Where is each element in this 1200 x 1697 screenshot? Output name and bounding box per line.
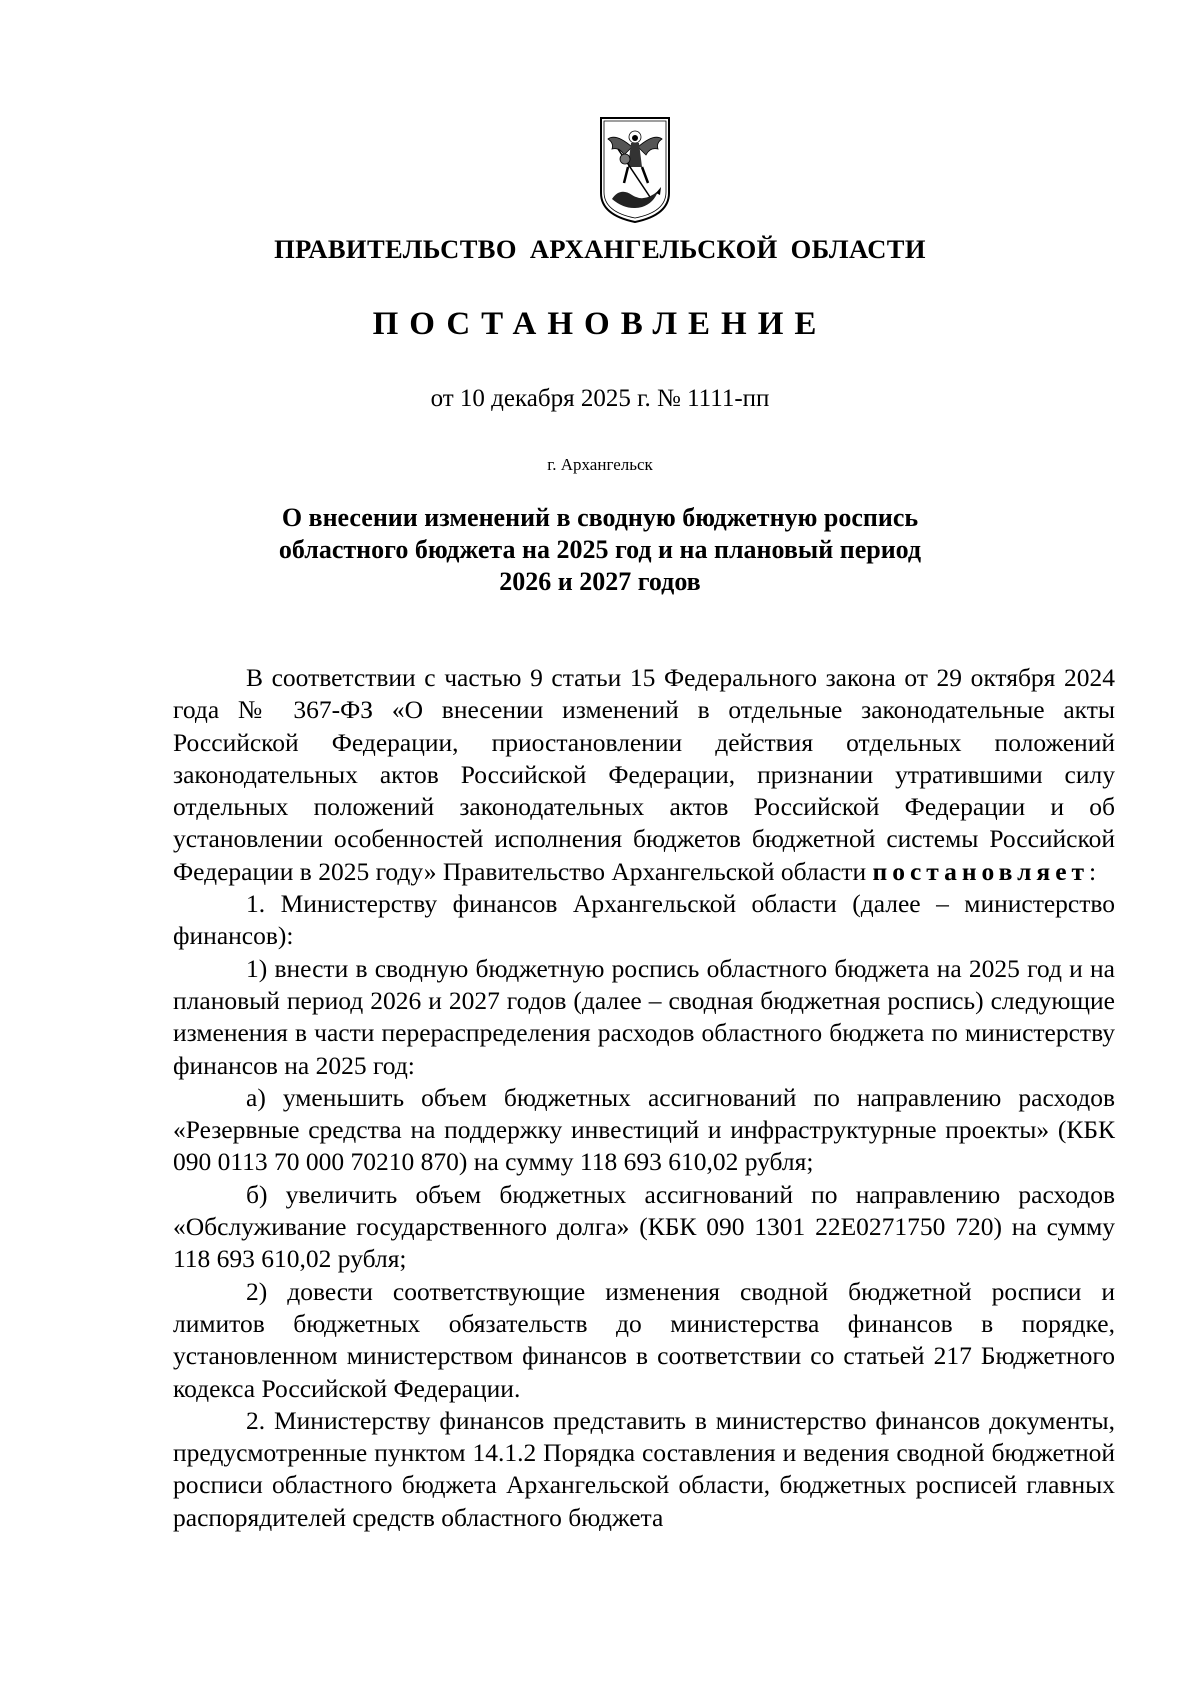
title-line-3: 2026 и 2027 годов bbox=[499, 567, 701, 596]
paragraph-1-1: 1) внести в сводную бюджетную роспись областного бюджета на 2025 год и на плановый период 2026 и 2027 годов (далее – сводная бюджетная роспись) следующие изменения в части перераспределения расходов областного бюджета по министерству финансов на 2025 год: bbox=[173, 953, 1115, 1080]
title-line-2: областного бюджета на 2025 год и на плановый период bbox=[278, 535, 922, 564]
preamble-paragraph bbox=[173, 662, 1115, 888]
government-name: ПРАВИТЕЛЬСТВО АРХАНГЕЛЬСКОЙ ОБЛАСТИ bbox=[274, 234, 926, 264]
archangel-shield-icon bbox=[598, 115, 672, 225]
paragraph-1-2: 2) довести соответствующие изменения сводной бюджетной росписи и лимитов бюджетных обязательств до министерства финансов в порядке, установленном министерством финансов в соответствии со статьей 217 Бюджетного кодекса Российской Федерации. bbox=[173, 1276, 1115, 1403]
document-type: ПОСТАНОВЛЕНИЕ bbox=[372, 306, 828, 342]
paragraph-1: 1. Министерству финансов Архангельской области (далее – министерство финансов): bbox=[173, 889, 1115, 951]
document-title bbox=[250, 502, 950, 598]
paragraph-1-1-a: а) уменьшить объем бюджетных ассигнований по направлению расходов «Резервные средства на поддержку инвестиций и инфраструктурные проекты» (КБК 090 0113 70 000 70210 870) на сумму 118 693 610,02 рубля; bbox=[173, 1082, 1115, 1177]
document-body bbox=[173, 662, 1115, 1534]
resolves-colon: : bbox=[1089, 856, 1097, 886]
preamble-text: В соответствии с частью 9 статьи 15 Федерального закона от 29 октября 2024 года № 367-ФЗ «О внесении изменений в отдельные законодательные акты Российской Федерации, приостановлении действия отдельных положений законодательных актов Российской Федерации, признании утратившими силу отдельных положений законодательных актов Российской Федерации и об установлении особенностей исполнения бюджетов бюджетной системы Российской Федерации в 2025 году» Правительство Архангельской области bbox=[173, 663, 1115, 886]
title-line-1: О внесении изменений в сводную бюджетную роспись bbox=[281, 503, 919, 532]
document-date-number: от 10 декабря 2025 г. № 1111-пп bbox=[430, 385, 770, 412]
paragraph-2: 2. Министерству финансов представить в министерство финансов документы, предусмотренные пунктом 14.1.2 Порядка составления и ведения сводной бюджетной росписи областного бюджета Архангельской области, бюджетных росписей главных распорядителей средств областного бюджета bbox=[173, 1405, 1115, 1532]
paragraph-1-1-b: б) увеличить объем бюджетных ассигнований по направлению расходов «Обслуживание государственного долга» (КБК 090 1301 22Е0271750 720) на сумму 118 693 610,02 рубля; bbox=[173, 1179, 1115, 1274]
coat-of-arms-emblem bbox=[598, 115, 672, 225]
resolves-word: постановляет bbox=[872, 856, 1090, 886]
document-city: г. Архангельск bbox=[547, 455, 653, 474]
